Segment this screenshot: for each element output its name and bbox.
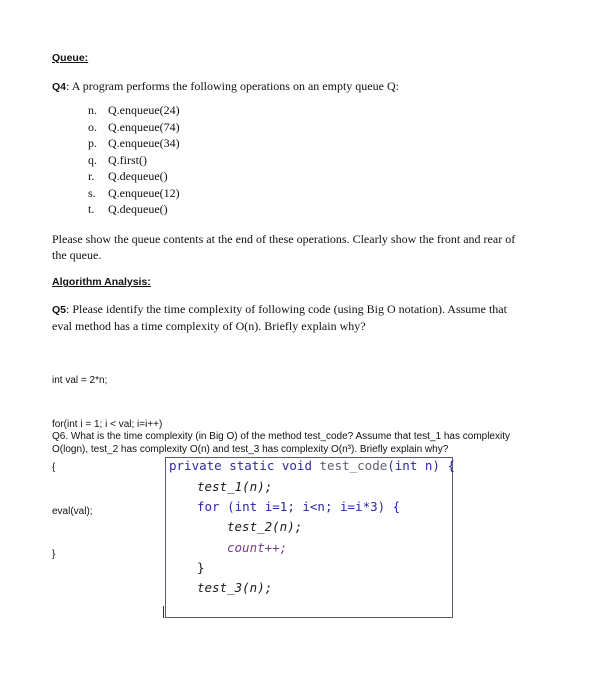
operation-text: Q.dequeue() bbox=[108, 169, 168, 183]
q4-instruction bbox=[52, 231, 562, 263]
q6-question bbox=[52, 430, 510, 456]
q4-instruction-line2: the queue. bbox=[52, 248, 102, 262]
code-line-test2: test_2(n); bbox=[227, 519, 303, 534]
operation-item bbox=[88, 185, 180, 202]
operation-letter: n. bbox=[88, 103, 97, 117]
operation-letter: t. bbox=[88, 202, 95, 216]
operation-text: Q.dequeue() bbox=[108, 202, 168, 216]
q4-question bbox=[52, 78, 399, 95]
code-line-test1: test_1(n); bbox=[197, 479, 273, 494]
operation-letter: p. bbox=[88, 136, 97, 150]
q5-code-line: { bbox=[52, 462, 56, 473]
operation-text: Q.enqueue(24) bbox=[108, 103, 180, 117]
code-line-signature: private static void test_code(int n) { bbox=[169, 458, 455, 473]
operation-item bbox=[88, 168, 180, 185]
q5-code-line: int val = 2*n; bbox=[52, 375, 108, 386]
test-code-box bbox=[165, 457, 453, 618]
q5-question bbox=[52, 301, 572, 334]
q5-text-line1: : Please identify the time complexity of following code (using Big O notation). Assume that bbox=[66, 302, 507, 316]
q5-text-line2: eval method has a time complexity of O(n). Briefly explain why? bbox=[52, 319, 366, 333]
q5-code-line: eval(val); bbox=[52, 505, 93, 517]
code-line-close-brace: } bbox=[197, 560, 205, 575]
q6-text-line2: O(logn), test_2 has complexity O(n) and test_3 has complexity O(n³). Briefly explain why? bbox=[52, 444, 449, 455]
operation-item bbox=[88, 152, 180, 169]
operation-list bbox=[88, 102, 180, 218]
q6-text-line1: Q6. What is the time complexity (in Big O) of the method test_code? Assume that test_1 has complexity bbox=[52, 431, 510, 442]
operation-item bbox=[88, 119, 180, 136]
operation-letter: q. bbox=[88, 152, 97, 167]
operation-item bbox=[88, 135, 180, 152]
operation-text: Q.enqueue(74) bbox=[108, 119, 180, 134]
code-line-test3: test_3(n); bbox=[197, 580, 273, 595]
q5-code-snippet bbox=[52, 345, 162, 577]
operation-letter: o. bbox=[88, 119, 97, 134]
code-line-for: for (int i=1; i<n; i=i*3) { bbox=[197, 499, 401, 514]
q4-text: : A program performs the following operations on an empty queue Q: bbox=[66, 79, 399, 93]
operation-letter: r. bbox=[88, 169, 95, 183]
operation-item bbox=[88, 201, 180, 218]
q4-label: Q4 bbox=[52, 81, 67, 93]
code-line-count: count++; bbox=[227, 540, 288, 555]
q5-label: Q5 bbox=[52, 304, 67, 316]
queue-heading: Queue: bbox=[52, 52, 89, 64]
q4-instruction-line1: Please show the queue contents at the end of these operations. Clearly show the front and rear of bbox=[52, 232, 516, 246]
algorithm-heading: Algorithm Analysis: bbox=[52, 276, 151, 288]
q5-code-line: for(int i = 1; i < val; i=i++) bbox=[52, 418, 163, 430]
operation-text: Q.enqueue(12) bbox=[108, 185, 180, 200]
operation-letter: s. bbox=[88, 185, 96, 200]
operation-item bbox=[88, 102, 180, 119]
q5-code-line: } bbox=[52, 549, 56, 560]
method-close-brace bbox=[163, 606, 174, 618]
operation-text: Q.first() bbox=[108, 152, 147, 167]
operation-text: Q.enqueue(34) bbox=[108, 136, 180, 150]
